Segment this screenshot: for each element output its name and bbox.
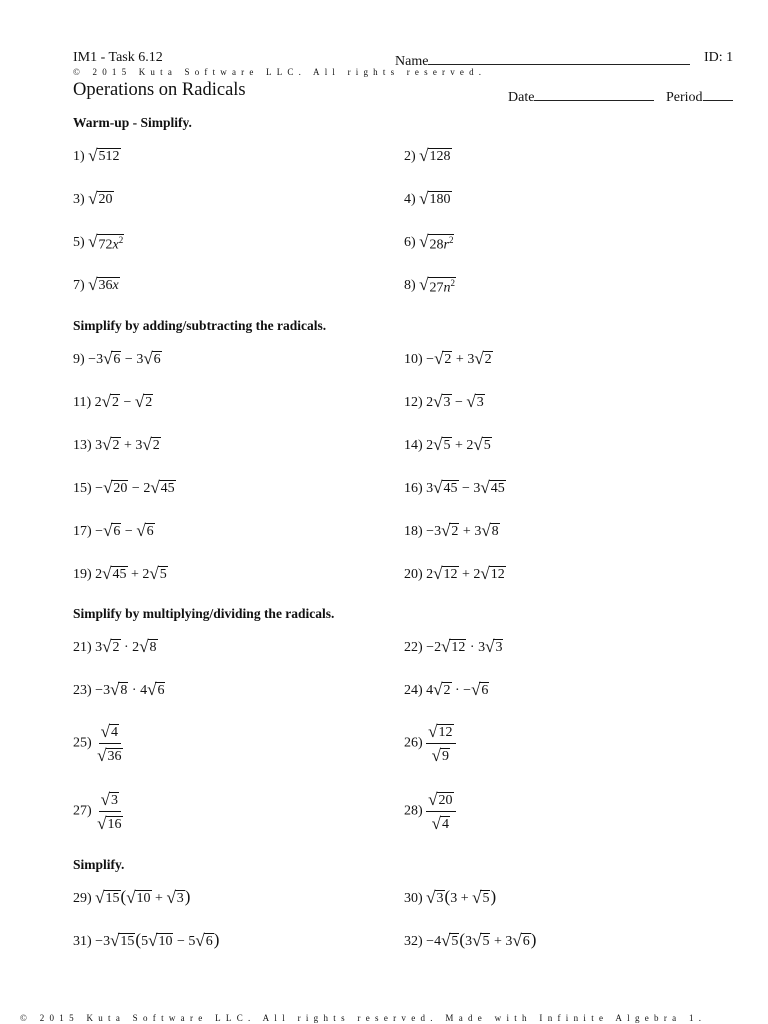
radicand: 2 xyxy=(152,438,160,453)
fraction xyxy=(426,790,455,833)
radicand: 20 xyxy=(113,481,128,496)
problem-number: 16) xyxy=(404,481,423,496)
problem-number: 30) xyxy=(404,891,423,906)
fraction xyxy=(426,722,455,765)
radical: √ 20 xyxy=(103,478,128,497)
variable: r xyxy=(443,237,449,253)
radical: √ $28r^2$ xyxy=(419,232,454,253)
coefficient: 2 xyxy=(426,567,434,582)
radical: √ 6 xyxy=(103,349,121,368)
radicand: 2 xyxy=(444,352,452,367)
coefficient: 5 xyxy=(141,934,149,949)
problem-number: 15) xyxy=(73,481,92,496)
coefficient: −3 xyxy=(95,683,111,698)
right-paren: ) xyxy=(213,930,220,949)
problem-17 xyxy=(73,521,155,540)
radical: √ 2 xyxy=(142,435,160,454)
radical: √ 5 xyxy=(149,564,167,583)
problem-11 xyxy=(73,392,153,411)
operator: + 3 xyxy=(459,524,482,539)
radical: √ 5 xyxy=(473,435,491,454)
student-id: ID: 1 xyxy=(704,50,734,65)
problem-number: 32) xyxy=(404,934,423,949)
problem-number: 2) xyxy=(404,149,416,164)
radical: √ 5 xyxy=(433,435,451,454)
radicand: 3 xyxy=(476,395,484,410)
problem-19 xyxy=(73,564,168,583)
problem-24 xyxy=(404,680,489,699)
problem-31 xyxy=(73,931,219,950)
radicand: 15 xyxy=(120,934,135,949)
radicand: 128 xyxy=(429,149,451,164)
variable: n xyxy=(443,280,451,296)
radicand: 36 xyxy=(107,749,122,765)
problem-number: 1) xyxy=(73,149,85,164)
radicand: 5 xyxy=(483,438,491,453)
coefficient: − xyxy=(426,352,435,367)
problem-29 xyxy=(73,888,190,907)
problem-25 xyxy=(73,722,125,765)
problem-12 xyxy=(404,392,485,411)
radicand: 15 xyxy=(105,891,120,906)
radical: √ 12 xyxy=(428,722,453,741)
radicand: 16 xyxy=(107,817,122,833)
radicand: 2 xyxy=(112,438,120,453)
problem-18 xyxy=(404,521,500,540)
radical: √ 12 xyxy=(433,564,458,583)
problem-8 xyxy=(404,275,456,297)
problem-10 xyxy=(404,349,493,368)
radical: √ 12 xyxy=(441,637,466,656)
radicand: 180 xyxy=(429,192,451,207)
problem-number: 14) xyxy=(404,438,423,453)
operator: − 3 xyxy=(121,352,144,367)
radical: √ 6 xyxy=(103,521,121,540)
radical: √ 45 xyxy=(480,478,505,497)
fraction xyxy=(95,722,124,765)
period-label: Period xyxy=(666,90,703,105)
course-task: IM1 - Task 6.12 xyxy=(73,50,163,65)
radical: √ 6 xyxy=(143,349,161,368)
operator: · 3 xyxy=(469,640,486,655)
radicand: 20 xyxy=(98,192,113,207)
radical: √ 5 xyxy=(441,931,459,950)
radicand: 8 xyxy=(120,683,128,698)
problem-32 xyxy=(404,931,536,950)
right-paren: ) xyxy=(530,930,537,949)
radical: √ 4 xyxy=(100,722,119,741)
coefficient: − xyxy=(95,481,104,496)
radical: √ 8 xyxy=(139,637,157,656)
radical: √ 2 xyxy=(434,349,452,368)
problem-number: 10) xyxy=(404,352,423,367)
radicand: 28 xyxy=(429,237,444,253)
radicand: 6 xyxy=(481,683,489,698)
coefficient: 3 xyxy=(450,891,458,906)
coefficient: −2 xyxy=(426,640,442,655)
coefficient: − xyxy=(95,524,104,539)
problem-number: 29) xyxy=(73,891,92,906)
problem-number: 28) xyxy=(404,803,423,819)
copyright-notice: © 2015 Kuta Software LLC. All rights reserved. xyxy=(73,67,487,77)
problem-28 xyxy=(404,790,456,833)
operator: + 2 xyxy=(127,567,150,582)
problem-6 xyxy=(404,232,454,254)
operator: + 2 xyxy=(451,438,474,453)
operator: + 3 xyxy=(120,438,143,453)
coefficient: −4 xyxy=(426,934,442,949)
date-blank[interactable] xyxy=(534,86,654,101)
radicand: 5 xyxy=(482,891,490,906)
problem-number: 18) xyxy=(404,524,423,539)
radical: √ 2 xyxy=(433,680,451,699)
radical: √ 5 xyxy=(472,931,490,950)
problem-9 xyxy=(73,349,162,368)
problem-number: 13) xyxy=(73,438,92,453)
footer-copyright: © 2015 Kuta Software LLC. All rights reserved. Made with Infinite Algebra 1. xyxy=(20,1013,707,1023)
radical: √ 15 xyxy=(95,888,120,907)
radical: √ 36x xyxy=(88,275,119,294)
radicand: 9 xyxy=(442,749,450,765)
operator: + xyxy=(151,891,167,906)
exponent: 2 xyxy=(448,235,454,245)
coefficient: −3 xyxy=(95,934,111,949)
operator: + 2 xyxy=(458,567,481,582)
radicand: 8 xyxy=(149,640,157,655)
radical: √ $72x^2$ xyxy=(88,232,124,253)
problem-3 xyxy=(73,189,114,208)
coefficient: 2 xyxy=(94,395,102,410)
operator: − xyxy=(120,395,135,410)
radical: √ 3 xyxy=(166,888,184,907)
radicand: 20 xyxy=(438,793,453,808)
problem-number: 31) xyxy=(73,934,92,949)
radical: √ 2 xyxy=(134,392,153,411)
radical: √ 5 xyxy=(472,888,490,907)
section-warmup: Warm-up - Simplify. xyxy=(73,115,192,130)
period-blank[interactable] xyxy=(703,86,733,101)
problem-number: 8) xyxy=(404,278,416,293)
problem-number: 23) xyxy=(73,683,92,698)
problem-number: 17) xyxy=(73,524,92,539)
fraction xyxy=(95,790,124,833)
radicand: 3 xyxy=(176,891,184,906)
problem-number: 7) xyxy=(73,278,85,293)
section-simplify: Simplify. xyxy=(73,857,125,872)
radicand: 3 xyxy=(495,640,503,655)
problem-16 xyxy=(404,478,506,497)
radicand: 27 xyxy=(429,280,444,296)
coefficient: 4 xyxy=(426,683,434,698)
operator: · 4 xyxy=(131,683,148,698)
left-paren: ( xyxy=(459,930,466,949)
radicand: 12 xyxy=(451,640,466,655)
coefficient: −3 xyxy=(88,352,104,367)
problem-number: 19) xyxy=(73,567,92,582)
radical: √ 4 xyxy=(431,814,450,834)
date-field[interactable] xyxy=(508,86,654,106)
radicand: 12 xyxy=(490,567,505,582)
radicand: 45 xyxy=(112,567,127,582)
name-blank[interactable] xyxy=(428,50,690,65)
radicand: 5 xyxy=(482,934,490,949)
radicand: 45 xyxy=(490,481,505,496)
operator: + 3 xyxy=(490,934,513,949)
date-label: Date xyxy=(508,90,535,105)
radicand: 6 xyxy=(522,934,530,949)
radical: √ 45 xyxy=(150,478,175,497)
problem-number: 26) xyxy=(404,735,423,751)
radical: √ 2 xyxy=(441,521,459,540)
radicand: 4 xyxy=(111,725,119,740)
problem-23 xyxy=(73,680,165,699)
radical: √ 3 xyxy=(426,888,444,907)
problem-26 xyxy=(404,722,456,765)
problem-7 xyxy=(73,275,120,294)
coefficient: 2 xyxy=(95,567,103,582)
radical: √ 45 xyxy=(102,564,127,583)
radical: √ 180 xyxy=(419,189,451,208)
left-paren: ( xyxy=(444,887,451,906)
radical: √ 3 xyxy=(100,790,119,809)
radical: √ 20 xyxy=(428,790,453,809)
radicand: 2 xyxy=(112,640,120,655)
left-paren: ( xyxy=(135,930,142,949)
coefficient: 2 xyxy=(426,438,434,453)
coefficient: 2 xyxy=(426,395,434,410)
radical: √ 3 xyxy=(466,392,484,411)
radical: √ 12 xyxy=(480,564,505,583)
problem-21 xyxy=(73,637,158,656)
exponent: 2 xyxy=(118,235,124,245)
radical: √ 2 xyxy=(102,435,120,454)
coefficient: 3 xyxy=(95,438,103,453)
radicand: 10 xyxy=(136,891,151,906)
coefficient: 3 xyxy=(426,481,434,496)
radical: √ 36 xyxy=(97,746,122,766)
radical: √ 6 xyxy=(471,680,489,699)
radicand: 6 xyxy=(113,352,121,367)
right-paren: ) xyxy=(184,887,191,906)
radicand: 6 xyxy=(153,352,161,367)
problem-22 xyxy=(404,637,503,656)
radical: √ 15 xyxy=(110,931,135,950)
radical: √ 2 xyxy=(102,637,120,656)
radicand: 2 xyxy=(443,683,451,698)
radicand: 6 xyxy=(113,524,121,539)
left-paren: ( xyxy=(120,887,127,906)
radicand: 3 xyxy=(443,395,451,410)
operator: − xyxy=(121,524,137,539)
problem-number: 12) xyxy=(404,395,423,410)
radicand: 5 xyxy=(159,567,167,582)
radicand: 2 xyxy=(484,352,492,367)
radicand: 2 xyxy=(451,524,459,539)
problem-number: 21) xyxy=(73,640,92,655)
problem-number: 11) xyxy=(73,395,92,410)
problem-number: 20) xyxy=(404,567,423,582)
radical: √ 8 xyxy=(481,521,499,540)
radicand: 36 xyxy=(98,278,113,293)
operator: − xyxy=(451,395,467,410)
radicand: 12 xyxy=(443,567,458,582)
problem-number: 5) xyxy=(73,235,85,250)
radicand: 45 xyxy=(443,481,458,496)
coefficient: 5 xyxy=(188,934,196,949)
radicand: 6 xyxy=(205,934,213,949)
coefficient: −3 xyxy=(426,524,442,539)
radical: √ 512 xyxy=(88,146,120,165)
operator: · 2 xyxy=(124,640,140,655)
radicand: 72 xyxy=(98,237,113,253)
problem-14 xyxy=(404,435,492,454)
radicand: 3 xyxy=(111,793,119,808)
coefficient: 3 xyxy=(465,934,473,949)
radicand: 4 xyxy=(442,817,450,833)
problem-number: 25) xyxy=(73,735,92,751)
name-label: Name xyxy=(395,54,429,69)
operator: − 2 xyxy=(128,481,151,496)
problem-number: 3) xyxy=(73,192,85,207)
section-add-subtract: Simplify by adding/subtracting the radicals. xyxy=(73,318,327,333)
radicand: 2 xyxy=(145,395,153,410)
period-field[interactable] xyxy=(666,86,733,106)
exponent: 2 xyxy=(450,278,456,288)
problem-number: 6) xyxy=(404,235,416,250)
radical: √ 3 xyxy=(433,392,451,411)
radical: √ 10 xyxy=(148,931,173,950)
radical: √ 10 xyxy=(126,888,151,907)
radical: √ 8 xyxy=(110,680,128,699)
problem-number: 9) xyxy=(73,352,85,367)
problem-27 xyxy=(73,790,125,833)
radicand: 8 xyxy=(491,524,499,539)
problem-number: 24) xyxy=(404,683,423,698)
radical: √ 128 xyxy=(419,146,451,165)
page-title: Operations on Radicals xyxy=(73,80,246,100)
radical: √ 6 xyxy=(512,931,530,950)
problem-5 xyxy=(73,232,124,254)
coefficient: 3 xyxy=(95,640,103,655)
radical: √ 2 xyxy=(474,349,492,368)
right-paren: ) xyxy=(490,887,497,906)
problem-4 xyxy=(404,189,452,208)
section-multiply-divide: Simplify by multiplying/dividing the radicals. xyxy=(73,606,335,621)
radicand: 512 xyxy=(98,149,120,164)
radicand: 10 xyxy=(158,934,173,949)
radical: √ 3 xyxy=(485,637,503,656)
radical: √ 2 xyxy=(101,392,119,411)
variable: x xyxy=(112,278,119,293)
operator: − xyxy=(173,934,189,949)
problem-number: 27) xyxy=(73,803,92,819)
radical: √ 9 xyxy=(431,746,450,766)
radical: √ 6 xyxy=(147,680,165,699)
problem-13 xyxy=(73,435,161,454)
radical: √ $27n^2$ xyxy=(419,275,456,296)
radicand: 6 xyxy=(157,683,165,698)
problem-30 xyxy=(404,888,496,907)
radicand: 12 xyxy=(438,725,453,740)
radical: √ 16 xyxy=(97,814,122,834)
problem-20 xyxy=(404,564,506,583)
problem-number: 4) xyxy=(404,192,416,207)
operator: + 3 xyxy=(452,352,475,367)
radical: √ 20 xyxy=(88,189,113,208)
radical: √ 6 xyxy=(136,521,154,540)
radical: √ 6 xyxy=(195,931,213,950)
radicand: 2 xyxy=(112,395,119,410)
radical: √ 45 xyxy=(433,478,458,497)
problem-15 xyxy=(73,478,176,497)
problem-1 xyxy=(73,146,121,165)
variable: x xyxy=(112,237,119,253)
radicand: 5 xyxy=(451,934,459,949)
radicand: 6 xyxy=(146,524,154,539)
radicand: 3 xyxy=(436,891,444,906)
operator: − 3 xyxy=(458,481,481,496)
operator: · − xyxy=(455,683,472,698)
radicand: 5 xyxy=(443,438,451,453)
operator: + xyxy=(457,891,473,906)
radicand: 45 xyxy=(160,481,175,496)
problem-2 xyxy=(404,146,452,165)
problem-number: 22) xyxy=(404,640,423,655)
